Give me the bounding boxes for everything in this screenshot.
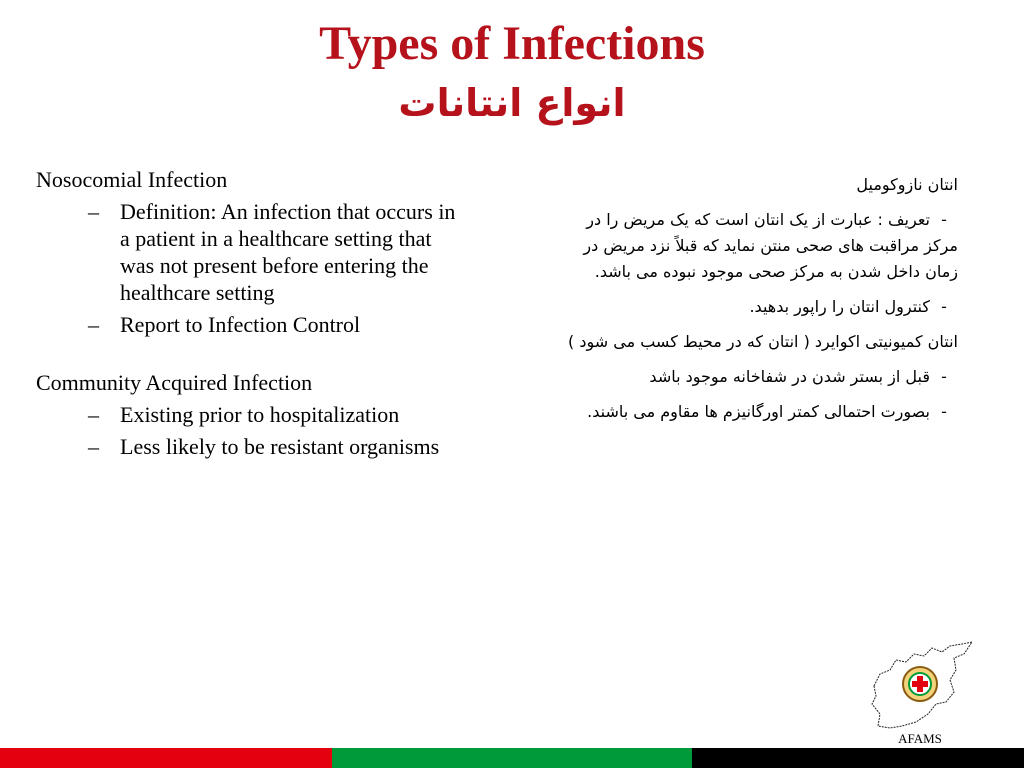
bullet-dash: – bbox=[88, 434, 99, 459]
bullet-dash: – bbox=[88, 199, 99, 224]
dari-list-item bbox=[556, 207, 958, 285]
flag-stripe-green bbox=[332, 748, 692, 768]
dari-list-item bbox=[556, 294, 958, 320]
dari-content bbox=[556, 172, 958, 434]
dari-item-text: تعریف : عبارت از یک انتان است که یک مریض را در مرکز مراقبت های صحی منتن نماید که قبلاً نزد مریض در زمان داخل شدن به مرکز صحی موجود نبوده می باشد. bbox=[583, 210, 958, 281]
afams-logo-text: AFAMS bbox=[898, 731, 942, 746]
slide-title: Types of Infections bbox=[319, 17, 705, 70]
list-item bbox=[36, 311, 456, 338]
map-outline-icon bbox=[866, 640, 978, 736]
community-list bbox=[36, 401, 456, 460]
slide-subtitle: انواع انتانات bbox=[398, 81, 626, 125]
list-item bbox=[36, 401, 456, 428]
section-heading-nosocomial: Nosocomial Infection bbox=[36, 167, 228, 192]
dari-heading-community: انتان کمیونیتی اکوایرد ( انتان که در محیط کسب می شود ) bbox=[568, 332, 958, 351]
bullet-dash: - bbox=[941, 297, 947, 316]
list-item-text: Definition: An infection that occurs in a patient in a healthcare setting that was not present before entering the healthcare setting bbox=[120, 199, 456, 305]
afghanistan-map-logo bbox=[866, 640, 978, 736]
dari-list-item bbox=[556, 399, 958, 425]
dari-item-text: قبل از بستر شدن در شفاخانه موجود باشد bbox=[649, 367, 930, 386]
dari-list-item bbox=[556, 364, 958, 390]
bullet-dash: - bbox=[941, 210, 947, 229]
bullet-dash: - bbox=[941, 402, 947, 421]
list-item bbox=[36, 198, 456, 306]
bullet-dash: - bbox=[941, 367, 947, 386]
dari-item-text: بصورت احتمالی کمتر اورگانیزم ها مقاوم می باشند. bbox=[587, 402, 930, 421]
bullet-dash: – bbox=[88, 312, 99, 337]
list-item-text: Report to Infection Control bbox=[120, 312, 361, 337]
nosocomial-list bbox=[36, 198, 456, 338]
english-content bbox=[36, 166, 456, 460]
dari-heading-nosocomial: انتان نازوکومیل bbox=[856, 175, 958, 194]
section-heading-community: Community Acquired Infection bbox=[36, 370, 313, 395]
dari-item-text: کنترول انتان را راپور بدهید. bbox=[749, 297, 930, 316]
bullet-dash: – bbox=[88, 402, 99, 427]
flag-stripe-red bbox=[0, 748, 332, 768]
list-item bbox=[36, 433, 456, 460]
flag-stripe-black bbox=[692, 748, 1024, 768]
flag-color-bar bbox=[0, 748, 1024, 768]
list-item-text: Less likely to be resistant organisms bbox=[120, 434, 440, 459]
list-item-text: Existing prior to hospitalization bbox=[120, 402, 400, 427]
